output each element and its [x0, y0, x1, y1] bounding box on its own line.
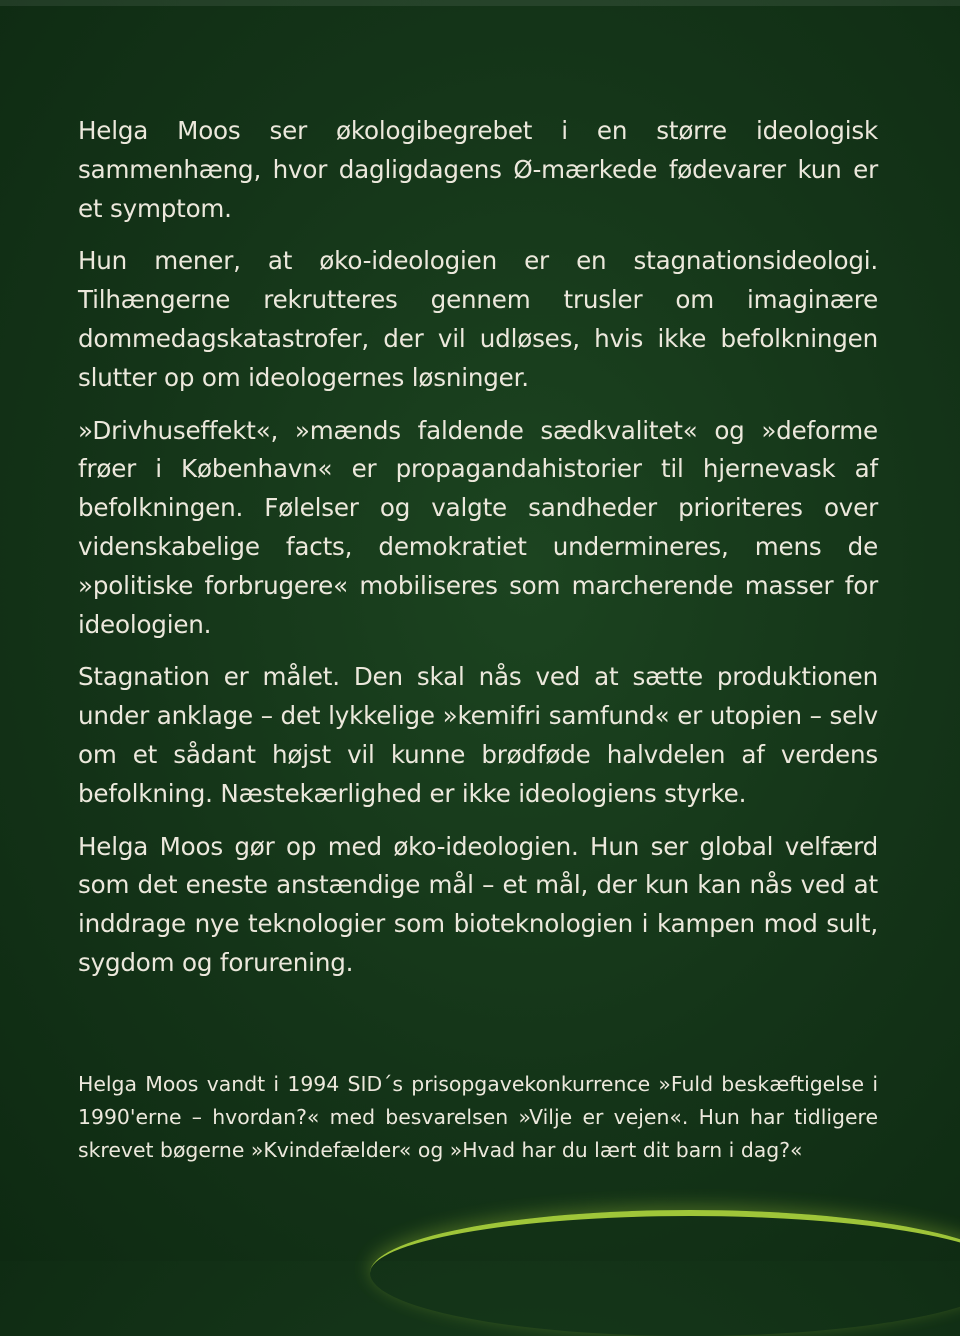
decorative-glow-arc: [370, 1210, 960, 1336]
blurb-paragraph-3: »Drivhuseffekt«, »mænds faldende sædkvalitet« og »deforme frøer i København« er propagandahistorier til hjernevask af befolkningen. Følelser og valgte sandheder prioriteres over videnskabelige facts, demokratiet undermineres, mens de »politiske forbrugere« mobiliseres som marcherende masser for ideologien.: [78, 415, 878, 639]
blurb-text: [78, 112, 878, 997]
cover-edge: [0, 0, 960, 6]
blurb-paragraph-5: Helga Moos gør op med øko-ideologien. Hun ser global velfærd som det eneste anstændige mål – et mål, der kun kan nås ved at inddrage nye teknologier som bioteknologien i kampen mod sult, sygdom og forurening.: [78, 831, 878, 977]
blurb-paragraph-4: Stagnation er målet. Den skal nås ved at sætte produktionen under anklage – det lykkelige »kemifri samfund« er utopien – selv om et sådant højst vil kunne brødføde halvdelen af verdens befolkning. Næstekærlighed er ikke ideologiens styrke.: [78, 662, 878, 808]
author-note: Helga Moos vandt i 1994 SID´s prisopgavekonkurrence »Fuld beskæftigelse i 1990'erne – hvordan?« med besvarelsen »Vilje er vejen«. Hun har tidligere skrevet bøgerne »Kvindefælder« og »Hvad har du lært dit barn i dag?«: [78, 1072, 878, 1162]
blurb-paragraph-2: Hun mener, at øko-ideologien er en stagnationsideologi. Tilhængerne rekrutteres gennem trusler om imaginære dommedagskatastrofer, der vil udløses, hvis ikke befolkningen slutter op om ideologernes løsninger.: [78, 246, 878, 392]
blurb-paragraph-1: Helga Moos ser økologibegrebet i en større ideologisk sammenhæng, hvor dagligdagens Ø-mærkede fødevarer kun er et symptom.: [78, 116, 878, 223]
